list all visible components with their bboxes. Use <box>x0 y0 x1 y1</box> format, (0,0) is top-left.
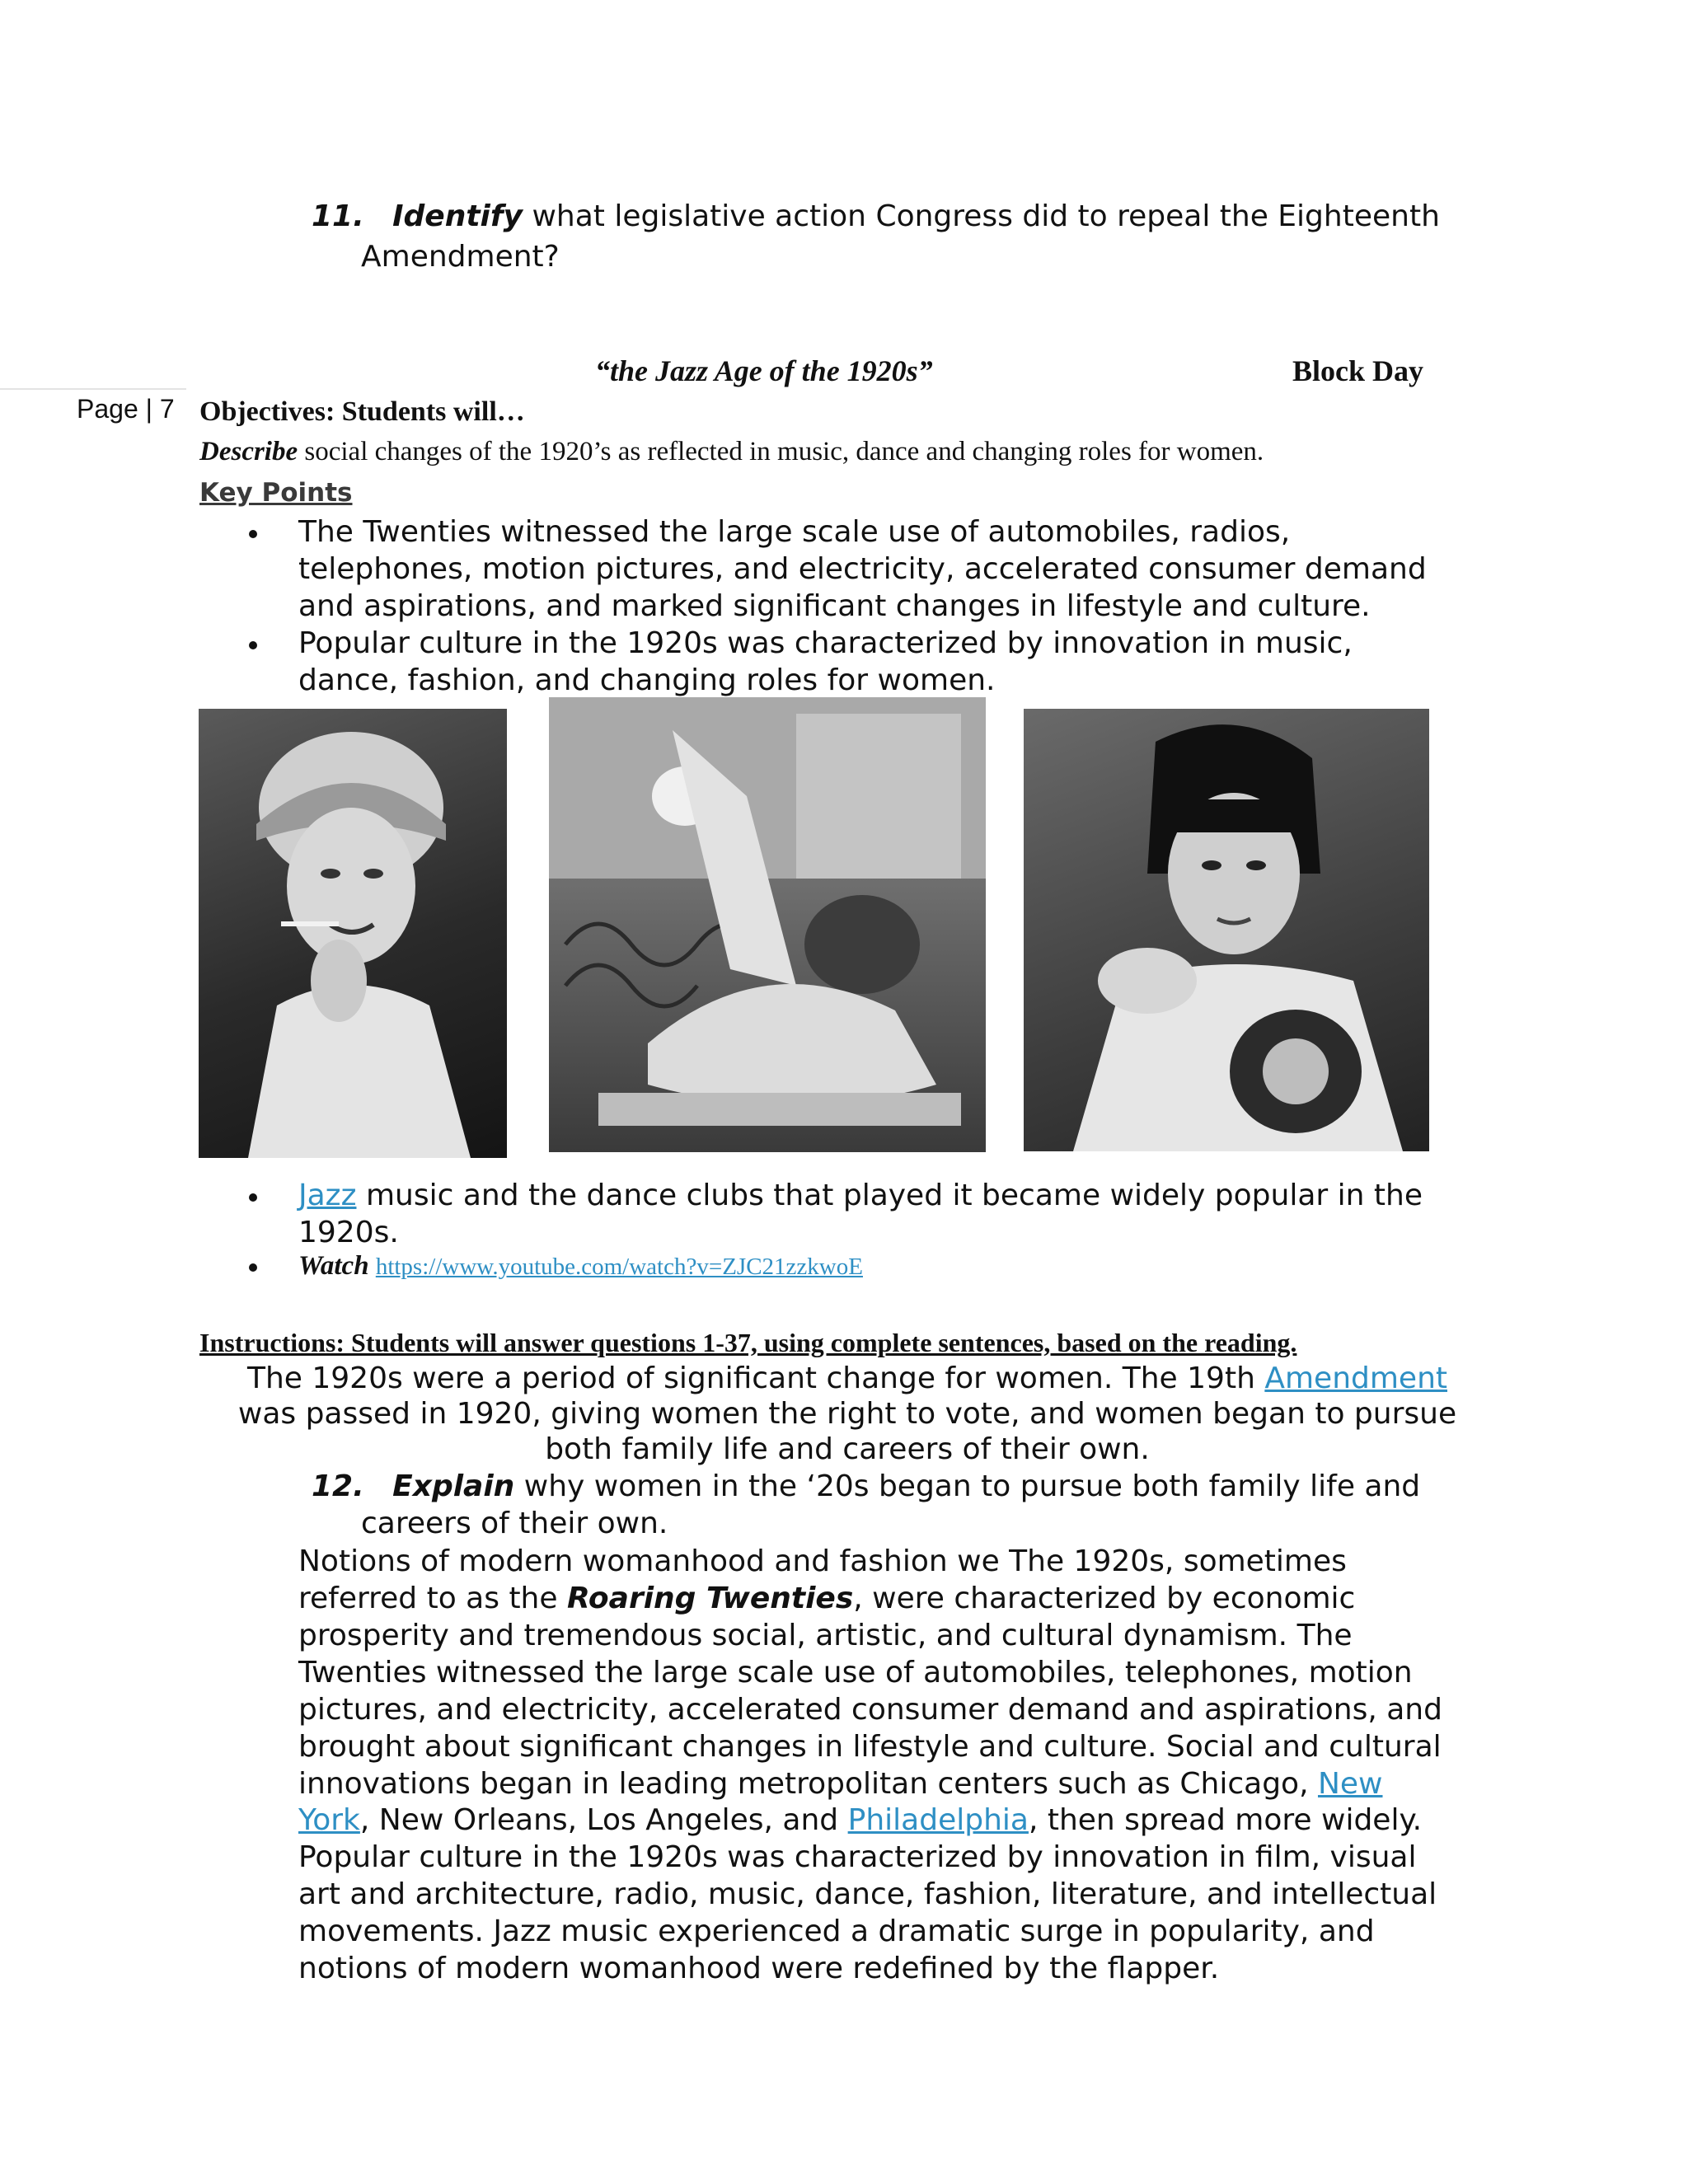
watch-video-link[interactable]: https://www.youtube.com/watch?v=ZJC21zzkwoE <box>375 1254 863 1280</box>
key-point-1-line1: The Twenties witnessed the large scale use of automobiles, radios, <box>298 515 1291 549</box>
watch-line <box>298 1249 863 1284</box>
reading-line <box>298 1765 1383 1802</box>
block-label: Block Day <box>1292 354 1424 387</box>
key-point-1-line3: and aspirations, and marked significant changes in lifestyle and culture. <box>298 589 1371 623</box>
jazz-link[interactable]: Jazz <box>298 1179 357 1212</box>
photo-reclining-dancer <box>549 697 986 1152</box>
question-verb: Explain <box>392 1469 515 1503</box>
question-12-line2: careers of their own. <box>361 1507 668 1540</box>
reading-line: pictures, and electricity, accelerated consumer demand and aspirations, and <box>298 1693 1442 1727</box>
reading-text: , New Orleans, Los Angeles, and <box>359 1803 839 1837</box>
question-11-line2: Amendment? <box>361 240 560 274</box>
reading-line <box>298 1580 1355 1617</box>
reading-line: Popular culture in the 1920s was characterized by innovation in film, visual <box>298 1840 1417 1874</box>
bullet-marker <box>249 1193 257 1202</box>
intro-line1 <box>198 1360 1497 1397</box>
lesson-title: “the Jazz Age of the 1920s” <box>595 354 933 387</box>
margin-rule <box>0 388 186 390</box>
intro-line3: both family life and careers of their own. <box>545 1432 1150 1466</box>
reading-text: , then spread more widely. <box>1028 1803 1423 1837</box>
reading-line: Notions of modern womanhood and fashion we The 1920s, sometimes <box>298 1544 1347 1578</box>
reading-text: referred to as the <box>298 1582 558 1615</box>
question-11-line1 <box>312 196 1440 237</box>
question-verb: Identify <box>392 199 523 233</box>
new-york-link[interactable]: New <box>1317 1767 1383 1801</box>
key-points-heading: Key Points <box>199 478 353 508</box>
key-point-2-line2: dance, fashion, and changing roles for women. <box>298 663 996 697</box>
reading-line: notions of modern womanhood were redefined by the flapper. <box>298 1952 1220 1985</box>
question-text: why women in the ‘20s began to pursue both family life and <box>523 1469 1421 1503</box>
philadelphia-link[interactable]: Philadelphia <box>847 1803 1029 1837</box>
objectives-line <box>199 434 1264 469</box>
jazz-point-line1 <box>298 1177 1423 1214</box>
key-point-2-line1: Popular culture in the 1920s was characterized by innovation in music, <box>298 626 1353 660</box>
new-york-link[interactable]: York <box>298 1803 360 1837</box>
objectives-heading: Objectives: Students will… <box>199 396 525 427</box>
reading-line <box>298 1802 1422 1839</box>
reading-text: innovations began in leading metropolitan centers such as Chicago, <box>298 1767 1309 1801</box>
question-number: 11. <box>312 199 364 233</box>
question-text: what legislative action Congress did to repeal the Eighteenth <box>532 199 1440 233</box>
question-12-line1 <box>312 1468 1420 1505</box>
jazz-point-line2: 1920s. <box>298 1216 399 1249</box>
objectives-verb: Describe <box>199 437 298 466</box>
question-number: 12. <box>312 1469 364 1503</box>
amendment-link[interactable]: Amendment <box>1264 1361 1448 1395</box>
reading-line: Twenties witnessed the large scale use of automobiles, telephones, motion <box>298 1656 1413 1690</box>
reading-line: art and architecture, radio, music, dance, fashion, literature, and intellectual <box>298 1877 1437 1911</box>
photo-bob-haircut <box>1024 709 1429 1151</box>
reading-line: prosperity and tremendous social, artistic, and cultural dynamism. The <box>298 1619 1353 1652</box>
reading-line: brought about significant changes in lifestyle and culture. Social and cultural <box>298 1730 1442 1764</box>
page-label: Page | 7 <box>77 394 175 424</box>
reading-line: movements. Jazz music experienced a dramatic surge in popularity, and <box>298 1915 1375 1948</box>
instructions: Instructions: Students will answer questions 1-37, using complete sentences, based on the reading. <box>199 1328 1297 1357</box>
intro-text: The 1920s were a period of significant change for women. The 19th <box>246 1361 1255 1395</box>
objectives-text: social changes of the 1920’s as reflected in music, dance and changing roles for women. <box>304 437 1264 466</box>
intro-line2: was passed in 1920, giving women the right to vote, and women began to pursue <box>237 1397 1457 1431</box>
bullet-marker <box>249 530 257 538</box>
bullet-marker <box>249 1263 257 1272</box>
reading-text: , were characterized by economic <box>853 1582 1356 1615</box>
key-point-1-line2: telephones, motion pictures, and electricity, accelerated consumer demand <box>298 552 1427 586</box>
watch-label: Watch <box>298 1251 369 1281</box>
photo-flapper-hat <box>199 709 507 1158</box>
roaring-twenties-term: Roaring Twenties <box>566 1582 854 1615</box>
bullet-marker <box>249 641 257 649</box>
jazz-point-text: music and the dance clubs that played it became widely popular in the <box>365 1179 1423 1212</box>
